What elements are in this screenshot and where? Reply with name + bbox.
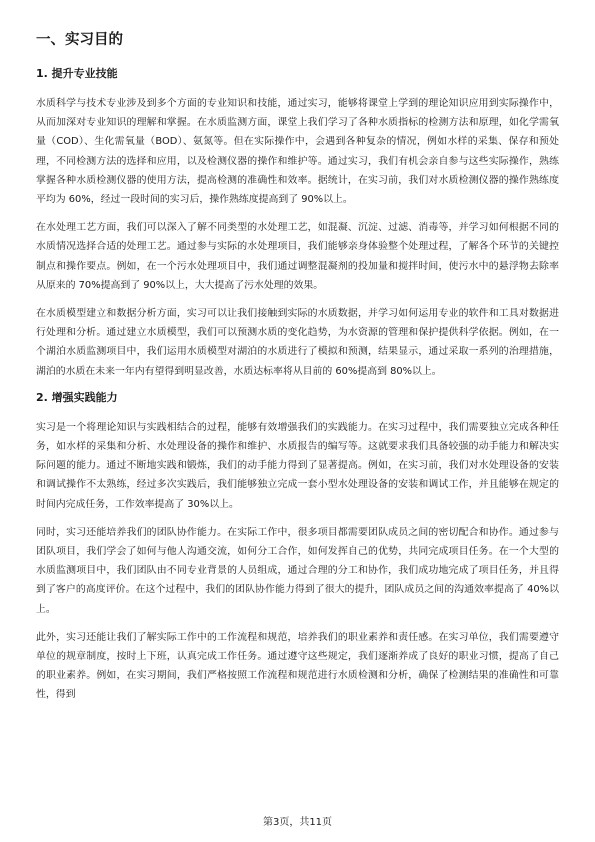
page-footer: 第3页，共11页 [262,817,333,828]
subsection-title-practice: 2. 增强实践能力 [36,390,118,404]
paragraph: 同时，实习还能培养我们的团队协作能力。在实际工作中，很多项目都需要团队成员之间的密切配合和协作。通过参与团队项目，我们学会了如何与他人沟通交流，如何分工合作，如何发挥自己的优势，共同完成项目任务。在一个大型的水质监测项目中，我们团队由不同专业背景的人员组成，通过合理的分工和协作，我们成功地完成了项目任务，并且得到了客户的高度评价。在这个过程中，我们的团队协作能力得到了很大的提升，团队成员之间的沟通效率提高了 40%以上。 [36,526,559,615]
paragraph: 水质科学与技术专业涉及到多个方面的专业知识和技能，通过实习，能够将课堂上学到的理论知识应用到实际操作中，从而加深对专业知识的理解和掌握。在水质监测方面，课堂上我们学习了各种水质指标的检测方法和原理，如化学需氧量（COD）、生化需氧量（BOD）、氨氮等。但在实际操作中，会遇到各种复杂的情况，例如水样的采集、保存和预处理，不同检测方法的选择和应用，以及检测仪器的操作和维护等。通过实习，我们有机会亲自参与这些实际操作，熟练掌握各种水质检测仪器的使用方法，提高检测的准确性和效率。据统计，在实习前，我们对水质检测仪器的操作熟练度平均为 60%，经过一段时间的实习后，操作熟练度提高到了 90%以上。 [36,98,559,206]
paragraph: 在水处理工艺方面，我们可以深入了解不同类型的水处理工艺，如混凝、沉淀、过滤、消毒等，并学习如何根据不同的水质情况选择合适的处理工艺。通过参与实际的水处理项目，我们能够亲身体验整个处理过程，了解各个环节的关键控制点和操作要点。例如，在一个污水处理项目中，我们通过调整混凝剂的投加量和搅拌时间，使污水中的悬浮物去除率从原来的 70%提高到了 90%以上，大大提高了污水处理的效果。 [36,222,559,291]
document-page [36,30,559,714]
section-title: 一、实习目的 [36,32,123,48]
paragraph: 实习是一个将理论知识与实践相结合的过程，能够有效增强我们的实践能力。在实习过程中，我们需要独立完成各种任务，如水样的采集和分析、水处理设备的操作和维护、水质报告的编写等。这就要求我们具备较强的动手能力和解决实际问题的能力。通过不断地实践和锻炼，我们的动手能力得到了显著提高。例如，在实习前，我们对水处理设备的安装和调试操作不太熟练，经过多次实践后，我们能够独立完成一套小型水处理设备的安装和调试工作，并且能够在规定的时间内完成任务，工作效率提高了 30%以上。 [36,421,559,510]
subsection-title-skills: 1. 提升专业技能 [36,67,118,80]
paragraph: 在水质模型建立和数据分析方面，实习可以让我们接触到实际的水质数据，并学习如何运用专业的软件和工具对数据进行处理和分析。通过建立水质模型，我们可以预测水质的变化趋势，为水资源的管理和保护提供科学依据。例如，在一个湖泊水质监测项目中，我们运用水质模型对湖泊的水质进行了模拟和预测，结果显示，通过采取一系列的治理措施，湖泊的水质在未来一年内有望得到明显改善，水质达标率将从目前的 60%提高到 80%以上。 [36,308,559,377]
paragraph: 此外，实习还能让我们了解实际工作中的工作流程和规范，培养我们的职业素养和责任感。在实习单位，我们需要遵守单位的规章制度，按时上下班，认真完成工作任务。通过遵守这些规定，我们逐渐养成了良好的职业习惯，提高了自己的职业素养。例如，在实习期间，我们严格按照工作流程和规范进行水质检测和分析，确保了检测结果的准确性和可靠性，得到 [36,631,559,701]
